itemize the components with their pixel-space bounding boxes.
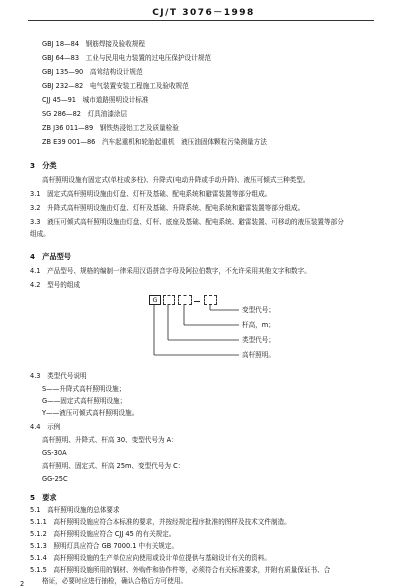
clause-5-1-1: 5.1.1 高杆照明设施应符合本标准的要求，并按经规定程序批准的图样及技术文件制造。 [30,518,291,526]
clause-3-1: 3.1 固定式高杆照明设施由灯盘、灯杆及基础、配电系统和避雷装置等部分组成。 [30,190,272,198]
reference-item: ZB E39 001—86 汽车起重机和轮胎起重机 液压油固体颗粒污染测量方法 [42,138,267,146]
section-3-intro: 高杆照明设施有固定式(单柱或多柱)、升降式(电动升降或手动升降)、液压可倾式三种类型。 [42,176,310,184]
clause-4-2: 4.2 型号的组成 [30,281,81,289]
example-2-code: GG-25C [42,475,68,483]
clause-5-1-2: 5.1.2 高杆照明设施应符合 CJJ 45 的有关规定。 [30,530,176,538]
reference-item: CJJ 45—91 城市道路照明设计标准 [42,96,149,104]
clause-3-2: 3.2 升降式高杆照明设施由灯盘、灯杆及基础、升降系统、配电系统和避雷装置等部分组成。 [30,204,305,212]
clause-5-1-5-cont: 格证，必要时应进行抽检，确认合格后方可使用。 [42,577,188,585]
clause-3-3: 3.3 液压可倾式高杆照明设施由灯盘、灯杆、底座及基础、配电系统、避雷装置、可移动的液压装置等部分 [30,218,344,226]
reference-item: ZB J36 011—89 钢铁热浸铝工艺及质量检验 [42,124,179,132]
example-1: 高杆照明、升降式、杆高 30、变型代号为 A： [42,436,178,444]
clause-5-1: 5.1 高杆照明设施的总体要求 [30,506,120,514]
reference-item: GBJ 135—90 高耸结构设计规范 [42,68,143,76]
type-code-item: G——固定式高杆照明设施； [42,397,127,405]
variant-code-box [204,295,217,305]
height-label: 杆高，m； [242,321,275,329]
clause-5-1-4: 5.1.4 高杆照明设施的生产单位应向使用或设计单位提供与基础设计有关的资料。 [30,554,271,562]
model-dash [194,301,200,302]
height-box [178,295,192,305]
section-4-heading: 4 产品型号 [30,252,71,261]
clause-3-3-cont: 组成。 [30,230,50,238]
type-code-box [163,295,175,305]
clause-4-1: 4.1 产品型号、规格的编制一律采用汉语拼音字母及阿拉伯数字，不允许采用其他文字和数字。 [30,267,311,275]
high-mast-label: 高杆照明。 [242,351,275,359]
example-1-code: GS-30A [42,449,67,457]
section-3-heading: 3 分类 [30,161,57,170]
type-code-item: Y——液压可倾式高杆照明设施。 [42,409,139,417]
type-code-item: S——升降式高杆照明设施； [42,385,126,393]
clause-4-3: 4.3 类型代号说明 [30,372,87,380]
example-2: 高杆照明、固定式、杆高 25m、变型代号为 C： [42,462,185,470]
reference-item: GBJ 232—82 电气装置安装工程施工及验收规范 [42,82,189,90]
type-code-label: 类型代号； [242,336,275,344]
reference-item: GBJ 18—84 钢筋焊接及验收规程 [42,40,145,48]
clause-4-4: 4.4 示例 [30,423,61,431]
section-5-heading: 5 要求 [30,493,57,502]
model-letter-box: G [149,295,161,305]
reference-item: GBJ 64—83 工业与民用电力装置的过电压保护设计规范 [42,54,211,62]
page-number: 2 [20,580,25,588]
header-title: CJ/T 3076－1998 [152,8,255,18]
reference-item: SG 286—82 灯具油漆涂层 [42,110,128,118]
clause-5-1-3: 5.1.3 照明灯具应符合 GB 7000.1 中有关规定。 [30,542,179,550]
clause-5-1-5: 5.1.5 高杆照明设施所用的钢材、外购件和协作件等，必须符合有关标准要求，并附有质量保证书、合 [30,566,331,574]
variant-code-label: 变型代号； [242,306,275,314]
